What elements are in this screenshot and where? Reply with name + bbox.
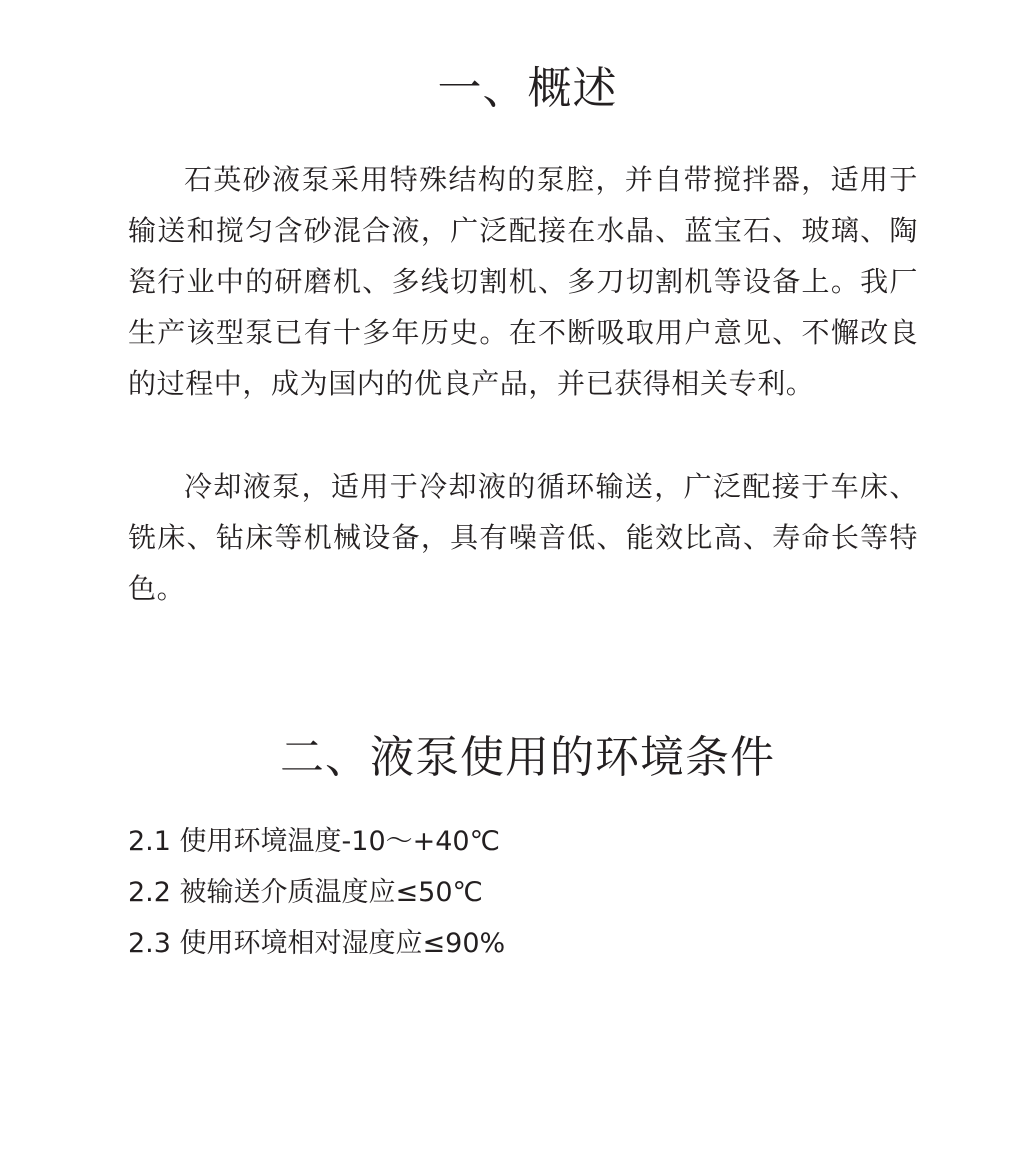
list-item: 2.1 使用环境温度-10～+40℃ [128, 826, 500, 857]
list-item: 2.2 被输送介质温度应≤50℃ [128, 877, 483, 908]
section-1-paragraph-1 [128, 154, 918, 409]
environment-conditions-list [128, 816, 918, 969]
section-1-heading: 一、概述 [437, 63, 618, 114]
paragraph-text: 冷却液泵，适用于冷却液的循环输送，广泛配接于车床、铣床、钻床等机械设备，具有噪音低、能效比高、寿命长等特色。 [128, 470, 918, 605]
list-item: 2.3 使用环境相对湿度应≤90% [128, 928, 506, 959]
section-2-heading: 二、液泵使用的环境条件 [280, 732, 775, 783]
section-1-paragraph-2 [128, 461, 918, 614]
paragraph-text: 石英砂液泵采用特殊结构的泵腔，并自带搅拌器，适用于输送和搅匀含砂混合液，广泛配接在水晶、蓝宝石、玻璃、陶瓷行业中的研磨机、多线切割机、多刀切割机等设备上。我厂生产该型泵已有十多年历史。在不断吸取用户意见、不懈改良的过程中，成为国内的优良产品，并已获得相关专利。 [128, 163, 918, 400]
